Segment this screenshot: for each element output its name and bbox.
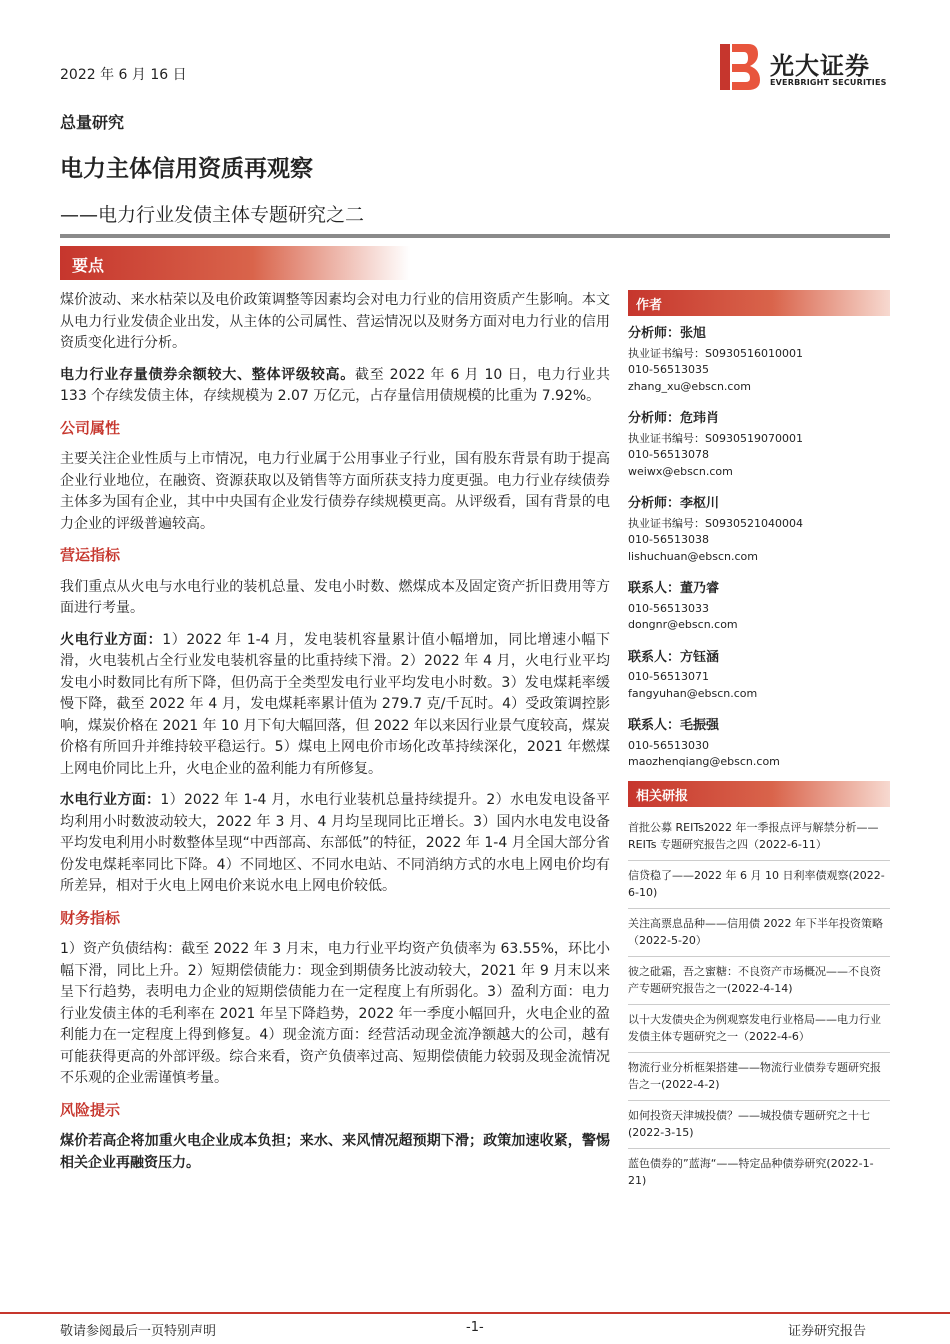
related-report-link[interactable]: 蓝色债券的”蓝海“——特定品种债券研究(2022-1-21) <box>628 1156 874 1187</box>
report-category: 总量研究 <box>60 113 125 132</box>
contact-card: 联系人：董乃睿 010-56513033 dongnr@ebscn.com <box>628 581 890 634</box>
company-paragraph: 主要关注企业性质与上市情况，电力行业属于公用事业子行业，国有股东背景有助于提高企业行业地位，在融资、资源获取以及销售等方面所获支持力度更强。电力行业存续债券主体多为国有企业，其中中央国有企业发行债券存续规模更高。从评级看，国有背景的电力企业的评级普遍较高。 <box>60 451 610 532</box>
logo-text: 光大证券 <box>770 52 870 80</box>
related-report-link[interactable]: 物流行业分析框架搭建——物流行业债券专题研究报告之一(2022-4-2) <box>628 1053 890 1101</box>
main-content <box>60 290 610 1184</box>
report-title: 电力主体信用资质再观察 <box>60 156 313 182</box>
key-points-label: 要点 <box>72 256 105 275</box>
hydro-paragraph: 水电行业方面：1）2022 年 1-4 月，水电行业装机总量持续提升。2）水电发电设备平均利用小时数波动较大，2022 年 3 月、4 月均呈现同比正增长。3）国内水电发电设备平均发电利用小时数整体呈现“中西部高、东部低”的特征，2022 年 1-4 月全国大部分省份发电煤耗率同比下降。4）不同地区、不同水电站、不同消纳方式的水电上网电价均有所差异，相对于火电上网电价来说水电上网电价较低。 <box>60 792 610 894</box>
analyst-card: 分析师：李枢川 执业证书编号：S0930521040004 010-56513038 lishuchuan@ebscn.com <box>628 496 890 565</box>
header-divider <box>60 234 890 238</box>
section-heading-operation: 营运指标 <box>60 546 121 564</box>
footer-divider <box>0 1312 950 1314</box>
thermal-paragraph: 火电行业方面：1）2022 年 1-4 月，发电装机容量累计值小幅增加，同比增速小幅下滑，火电装机占全行业发电装机容量的比重持续下滑。2）2022 年 4 月，火电行业平均发电小时数同比有所下降，但仍高于全类型发电行业平均发电小时数。3）发电煤耗率缓慢下降，截至 2022 年 4 月，发电煤耗率累计值为 279.7 克/千瓦时。4）受政策调控影响，煤炭价格在 2021 年 10 月下旬大幅回落，但 2022 年以来因行业景气度较高，煤炭价格有所回升并维持较平稳运行。5）煤电上网电价市场化改革持续深化，2021 年燃煤上网电价同比上升，火电企业的盈利能力有所修复。 <box>60 631 610 777</box>
analyst-card: 分析师：危玮肖 执业证书编号：S0930519070001 010-56513078 weiwx@ebscn.com <box>628 411 890 480</box>
intro-paragraph: 煤价波动、来水枯荣以及电价政策调整等因素均会对电力行业的信用资质产生影响。本文从电力行业发债企业出发，从主体的公司属性、营运情况以及财务方面对电力行业的信用资质变化进行分析。 <box>60 292 610 351</box>
key-points-header <box>60 246 410 280</box>
related-report-link[interactable]: 如何投资天津城投债？——城投债专题研究之十七(2022-3-15) <box>628 1101 890 1149</box>
related-report-link[interactable]: 彼之砒霜，吾之蜜糖：不良资产市场概况——不良资产专题研究报告之一(2022-4-14) <box>628 957 890 1005</box>
logo-subtext: EVERBRIGHT SECURITIES <box>770 78 887 87</box>
related-reports-list <box>628 813 890 1196</box>
authors-header: 作者 <box>628 290 890 316</box>
related-report-link[interactable]: 以十大发债央企为例观察发电行业格局——电力行业发债主体专题研究之一（2022-4-6） <box>628 1005 890 1053</box>
risk-paragraph: 煤价若高企将加重火电企业成本负担；来水、来风情况超预期下滑；政策加速收紧，警惕相关企业再融资压力。 <box>60 1133 610 1171</box>
related-report-link[interactable]: 信贷稳了——2022 年 6 月 10 日利率债观察(2022-6-10) <box>628 861 890 909</box>
sidebar <box>628 290 890 1196</box>
related-report-link[interactable]: 关注高票息品种——信用债 2022 年下半年投资策略（2022-5-20） <box>628 909 890 957</box>
contact-email[interactable]: fangyuhan@ebscn.com <box>628 686 758 700</box>
report-date: 2022 年 6 月 16 日 <box>60 67 187 83</box>
operation-paragraph: 我们重点从火电与水电行业的装机总量、发电小时数、燃煤成本及固定资产折旧费用等方面进行考量。 <box>60 578 610 616</box>
contact-email[interactable]: maozhenqiang@ebscn.com <box>628 755 780 768</box>
finance-paragraph: 1）资产负债结构：截至 2022 年 3 月末，电力行业平均资产负债率为 63.55%，环比小幅下滑，同比上升。2）短期偿债能力：现金到期债务比波动较大，2021 年 9 月末以来呈下行趋势，表明电力企业的短期偿债能力在一定程度上有所弱化。3）盈利方面：电力行业发债主体的毛利率在 2021 年呈下降趋势，2022 年一季度小幅回升，火电企业的盈利能力在一定程度上得到修复。4）现金流方面：经营活动现金流净额越大的公司，越有可能获得更高的外部评级。综合来看，资产负债率过高、短期偿债能力较弱及现金流情况不乐观的企业需谨慎考量。 <box>60 941 610 1086</box>
page-number: -1- <box>466 1320 484 1335</box>
section-heading-risk: 风险提示 <box>60 1100 121 1119</box>
analyst-email[interactable]: weiwx@ebscn.com <box>628 464 733 478</box>
analyst-email[interactable]: zhang_xu@ebscn.com <box>628 379 751 393</box>
contact-email[interactable]: dongnr@ebscn.com <box>628 618 738 631</box>
contact-card: 联系人：方钰涵 010-56513071 fangyuhan@ebscn.com <box>628 650 890 703</box>
section-heading-finance: 财务指标 <box>60 908 121 927</box>
everbright-logo-icon <box>718 42 762 92</box>
related-report-link[interactable]: 首批公募 REITs2022 年一季报点评与解禁分析——REITs 专题研究报告之四（2022-6-11） <box>628 813 890 861</box>
footer-report-type: 证券研究报告 <box>788 1324 867 1339</box>
contact-card: 联系人：毛振强 010-56513030 maozhenqiang@ebscn.com <box>628 718 890 771</box>
related-reports-header: 相关研报 <box>628 781 890 807</box>
report-subtitle: ——电力行业发债主体专题研究之二 <box>60 204 365 226</box>
analyst-card: 分析师：张旭 执业证书编号：S0930516010001 010-56513035 zhang_xu@ebscn.com <box>628 326 890 395</box>
summary-paragraph: 电力行业存量债券余额较大、整体评级较高。截至 2022 年 6 月 10 日，电力行业共 133 个存续发债主体，存续规模为 2.07 万亿元，占存量信用债规模的比重为 7.92%。 <box>60 366 610 404</box>
analyst-email[interactable]: lishuchuan@ebscn.com <box>628 549 758 563</box>
section-heading-company: 公司属性 <box>60 418 121 437</box>
footer-disclaimer: 敬请参阅最后一页特别声明 <box>60 1324 217 1339</box>
